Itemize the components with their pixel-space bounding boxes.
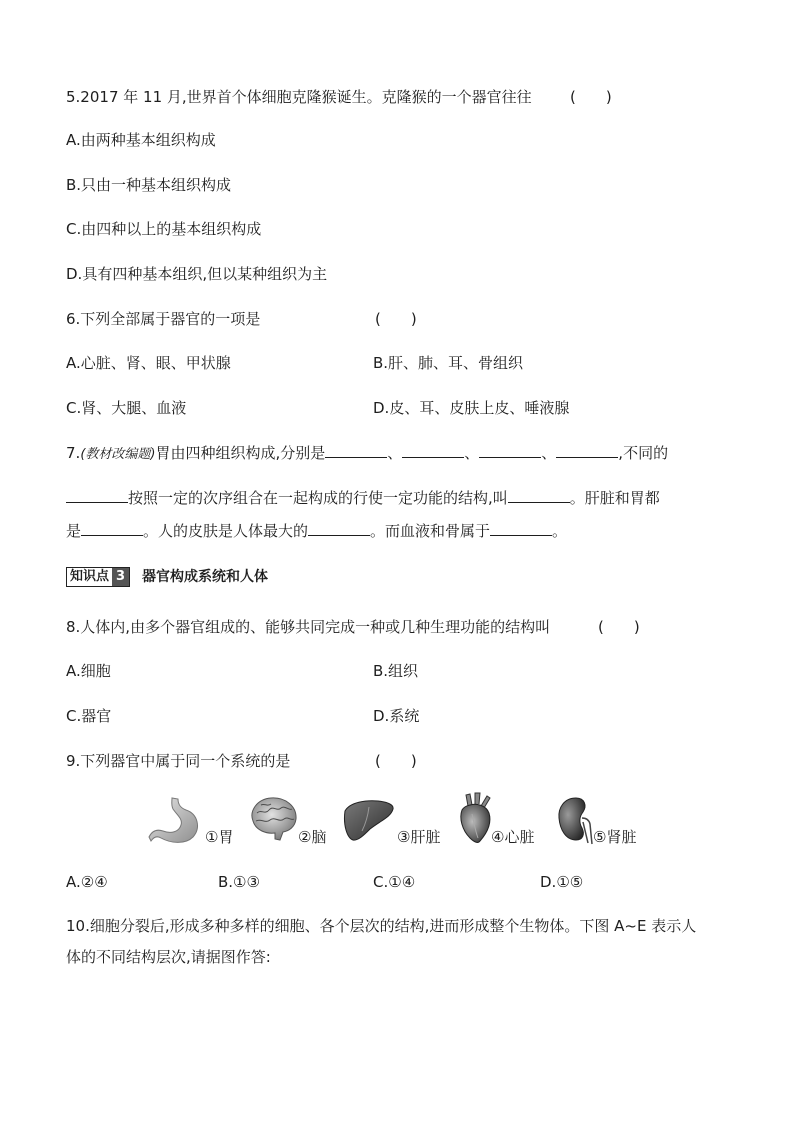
heart-icon xyxy=(456,792,494,846)
organ-label-kidney: ⑤肾脏 xyxy=(593,828,637,846)
q9-stem: 9.下列器官中属于同一个系统的是 xyxy=(66,752,291,770)
q7-blank-7[interactable] xyxy=(81,520,143,536)
q6-option-c: C.肾、大腿、血液 xyxy=(66,399,187,417)
q7-text-6: 。人的皮肤是人体最大的 xyxy=(143,522,309,540)
brain-icon xyxy=(247,793,299,845)
q7-blank-6[interactable] xyxy=(508,487,570,503)
q7-text-4: 。肝脏和胃都 xyxy=(569,489,660,507)
q7-line-1 xyxy=(66,442,668,465)
q7-blank-1[interactable] xyxy=(325,442,387,458)
organ-label-stomach: ①胃 xyxy=(205,828,234,846)
q8-answer-parenthesis: ( ) xyxy=(598,618,640,636)
q6-option-b: B.肝、肺、耳、骨组织 xyxy=(373,354,524,372)
q7-blank-9[interactable] xyxy=(490,520,552,536)
q10-stem-line-1: 10.细胞分裂后,形成多种多样的细胞、各个层次的结构,进而形成整个生物体。下图 A~E 表示人 xyxy=(66,917,697,935)
q7-text-3: 按照一定的次序组合在一起构成的行使一定功能的结构,叫 xyxy=(128,489,508,507)
q8-option-d: D.系统 xyxy=(373,707,420,725)
q5-option-d: D.具有四种基本组织,但以某种组织为主 xyxy=(66,265,328,283)
q9-option-c: C.①④ xyxy=(373,873,416,891)
q7-text-2: ,不同的 xyxy=(618,444,669,462)
q7-line-2 xyxy=(66,487,660,508)
q7-blank-2[interactable] xyxy=(402,442,464,458)
q8-stem: 8.人体内,由多个器官组成的、能够共同完成一种或几种生理功能的结构叫 xyxy=(66,618,551,636)
q7-source-tag: (教材改编题) xyxy=(80,447,156,462)
q6-stem: 6.下列全部属于器官的一项是 xyxy=(66,310,261,328)
stomach-icon xyxy=(148,795,204,847)
q6-answer-parenthesis: ( ) xyxy=(375,310,417,328)
q7-line-3 xyxy=(66,520,567,541)
liver-icon xyxy=(342,797,396,845)
q8-option-a: A.细胞 xyxy=(66,662,111,680)
q5-option-a: A.由两种基本组织构成 xyxy=(66,131,216,149)
q5-option-b: B.只由一种基本组织构成 xyxy=(66,176,232,194)
q10-stem-line-2: 体的不同结构层次,请据图作答: xyxy=(66,948,271,966)
organ-label-heart: ④心脏 xyxy=(491,828,535,846)
q7-separator: 、 xyxy=(541,444,557,462)
q9-option-d: D.①⑤ xyxy=(540,873,584,891)
q5-stem: 5.2017 年 11 月,世界首个体细胞克隆猴诞生。克隆猴的一个器官往往 xyxy=(66,88,532,106)
q9-answer-parenthesis: ( ) xyxy=(375,752,417,770)
knowledge-point-label: 知识点 xyxy=(67,568,112,586)
q5-option-c: C.由四种以上的基本组织构成 xyxy=(66,220,262,238)
q6-option-a: A.心脏、肾、眼、甲状腺 xyxy=(66,354,231,372)
q7-separator: 、 xyxy=(464,444,480,462)
q8-option-c: C.器官 xyxy=(66,707,112,725)
q7-text-5: 是 xyxy=(66,522,82,540)
q9-option-a: A.②④ xyxy=(66,873,108,891)
q7-blank-4[interactable] xyxy=(556,442,618,458)
organ-label-brain: ②脑 xyxy=(298,828,327,846)
q7-text-7: 。而血液和骨属于 xyxy=(370,522,491,540)
knowledge-point-number: 3 xyxy=(112,568,129,586)
section-title: 器官构成系统和人体 xyxy=(142,569,268,585)
q7-blank-8[interactable] xyxy=(308,520,370,536)
q7-blank-3[interactable] xyxy=(479,442,541,458)
knowledge-point-badge xyxy=(66,567,130,587)
q7-separator: 、 xyxy=(387,444,403,462)
organ-label-liver: ③肝脏 xyxy=(397,828,441,846)
kidney-icon xyxy=(556,794,596,846)
q7-text-1: 胃由四种组织构成,分别是 xyxy=(155,444,326,462)
q9-option-b: B.①③ xyxy=(218,873,260,891)
q7-number: 7. xyxy=(66,444,81,462)
q7-blank-5[interactable] xyxy=(66,487,128,503)
q5-answer-parenthesis: ( ) xyxy=(570,88,612,106)
q6-option-d: D.皮、耳、皮肤上皮、唾液腺 xyxy=(373,399,570,417)
q7-text-8: 。 xyxy=(552,522,568,540)
q8-option-b: B.组织 xyxy=(373,662,419,680)
